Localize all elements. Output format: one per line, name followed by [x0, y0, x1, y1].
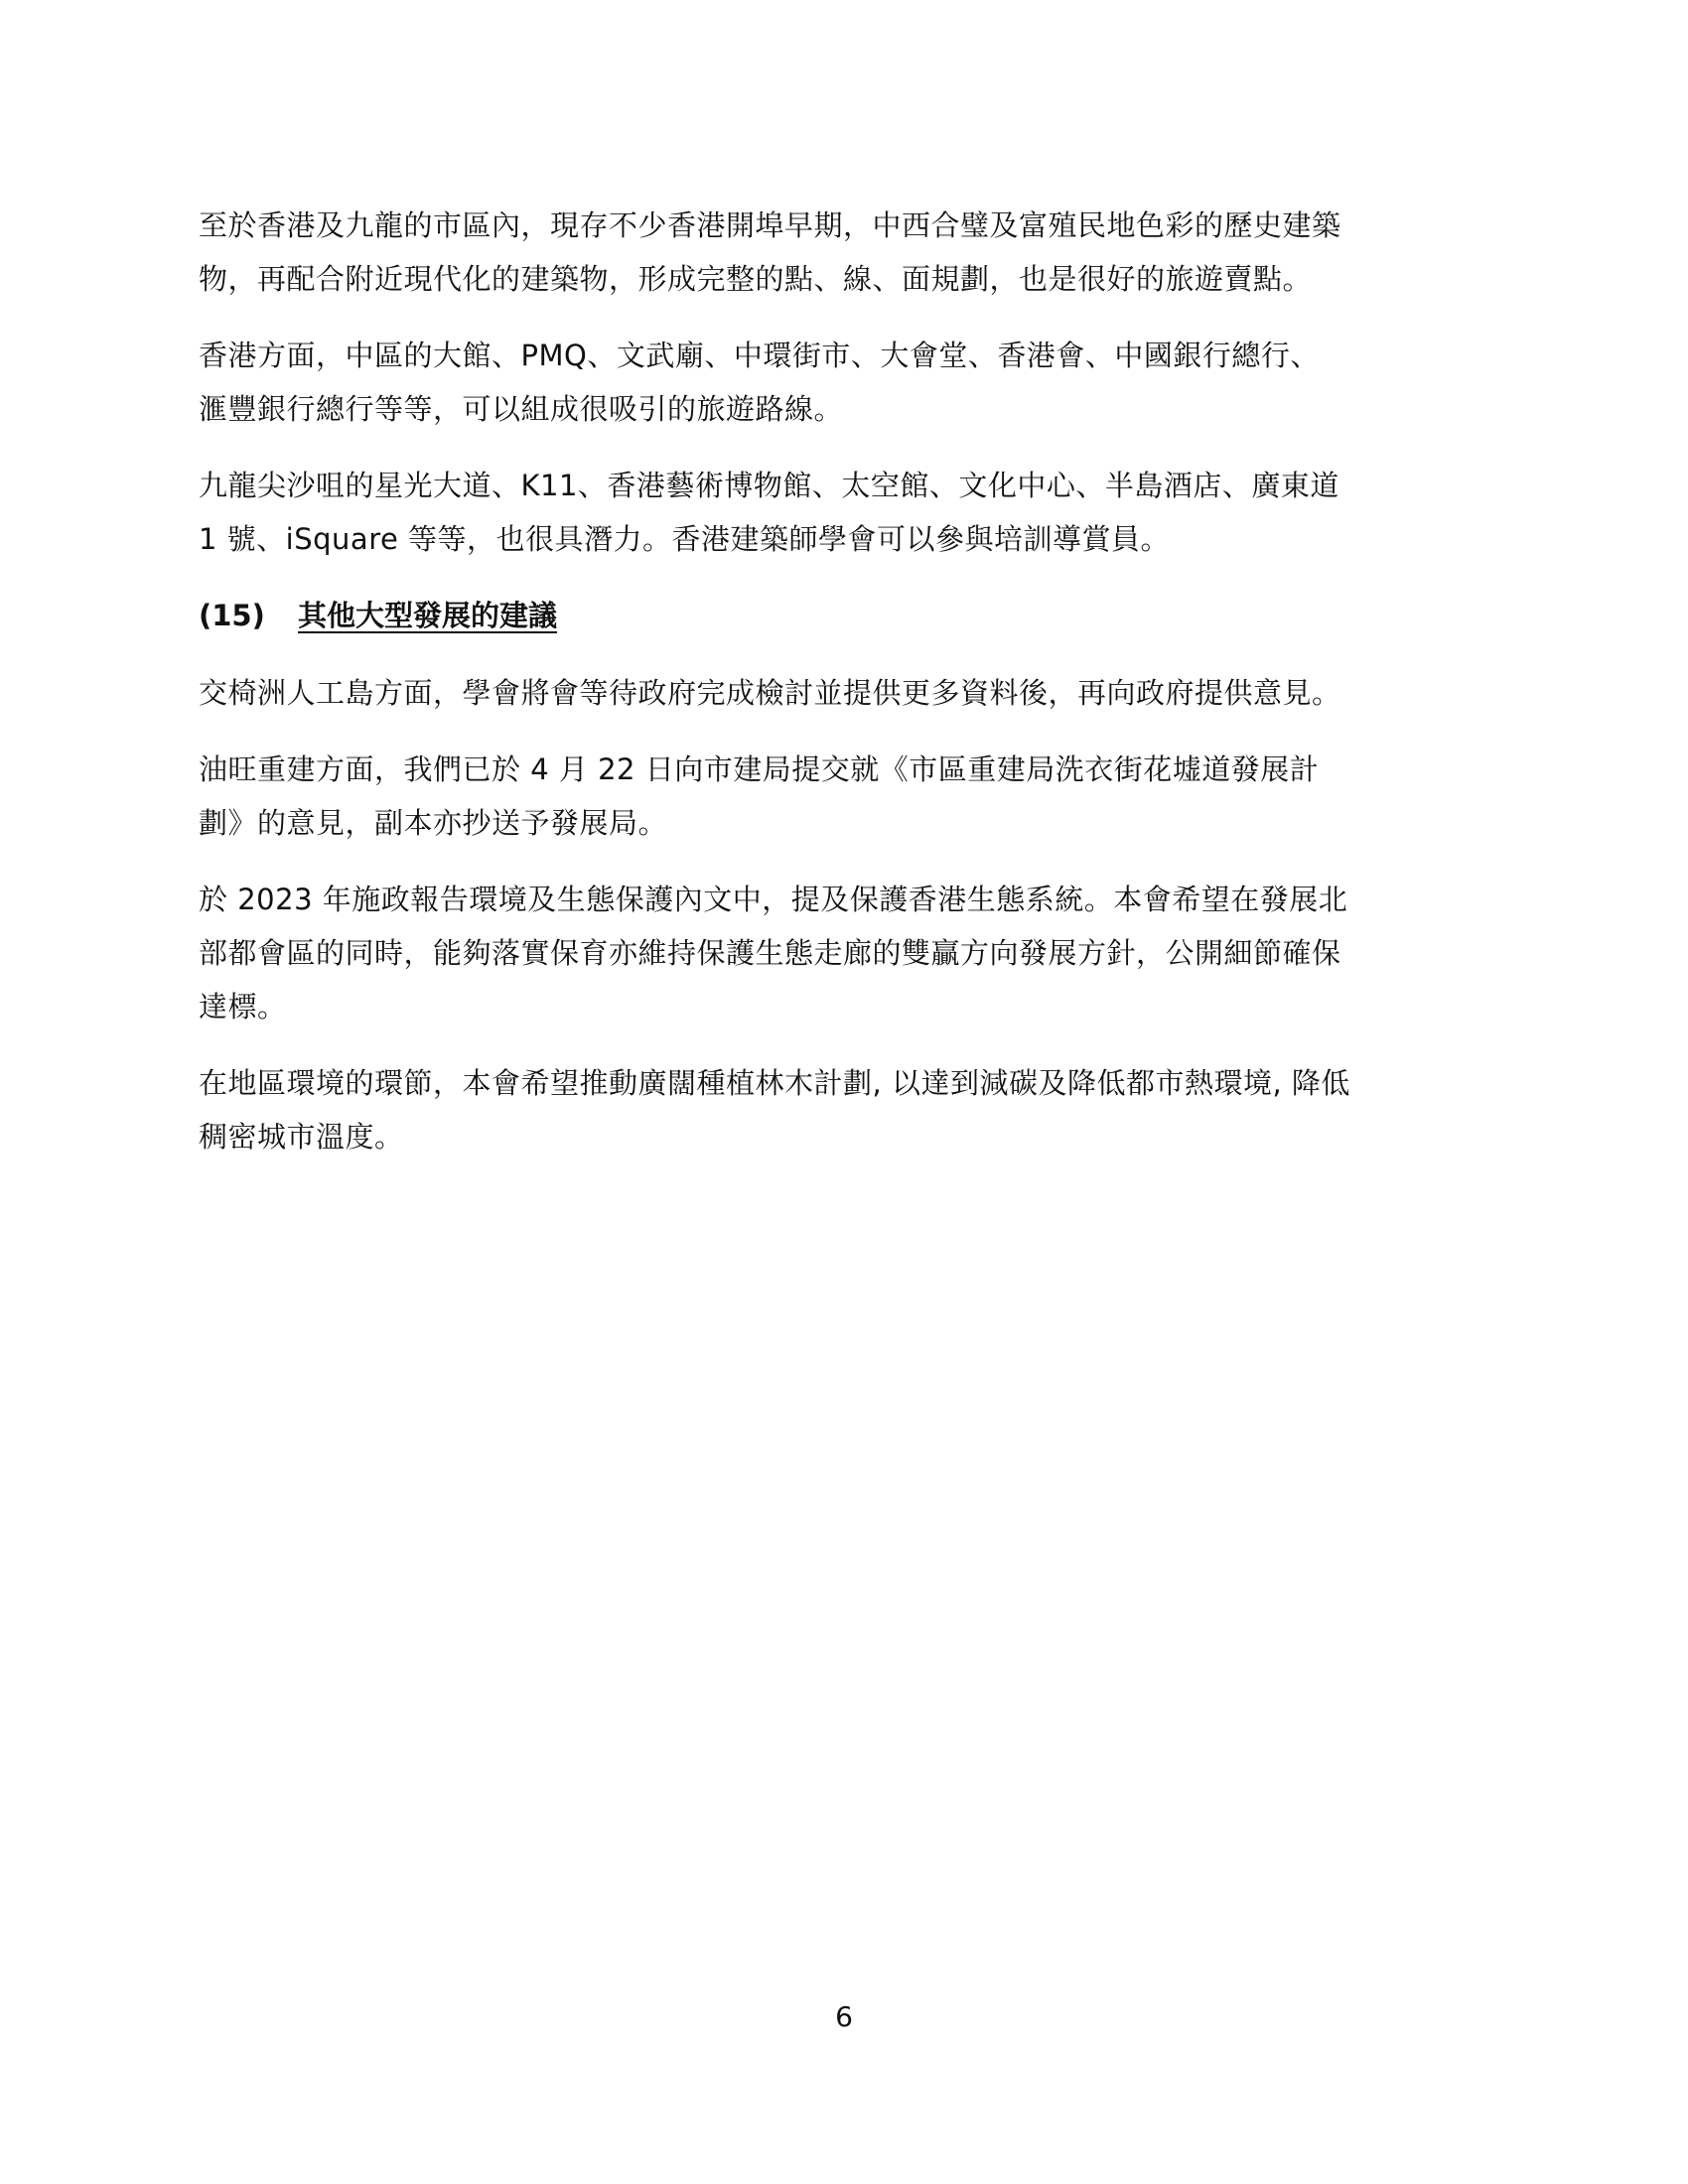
- paragraph-district-environment: [199, 1056, 1489, 1163]
- text-line: 油旺重建方面，我們已於 4 月 22 日向市建局提交就《市區重建局洗衣街花墟道發展計: [199, 752, 1320, 786]
- section-title: 其他大型發展的建議: [298, 599, 558, 632]
- paragraph-hong-kong-route: [199, 329, 1489, 436]
- text-line: 香港方面，中區的大館、PMQ、文武廟、中環街市、大會堂、香港會、中國銀行總行、: [199, 339, 1320, 372]
- text-line: 於 2023 年施政報告環境及生態保護內文中，提及保護香港生態系統。本會希望在發展北: [199, 883, 1348, 916]
- text-line: 至於香港及九龍的市區內，現存不少香港開埠早期，中西合璧及富殖民地色彩的歷史建築: [199, 208, 1341, 242]
- text-line: 達標。: [199, 990, 287, 1024]
- paragraph-kowloon-route: [199, 459, 1489, 566]
- text-line: 滙豐銀行總行等等，可以組成很吸引的旅遊路線。: [199, 392, 844, 426]
- text-line: 物，再配合附近現代化的建築物，形成完整的點、線、面規劃，也是很好的旅遊賣點。: [199, 262, 1313, 296]
- section-heading: [199, 589, 1489, 642]
- text-line: 部都會區的同時，能夠落實保育亦維持保護生態走廊的雙贏方向發展方針，公開細節確保: [199, 936, 1341, 970]
- text-line: 劃》的意見，副本亦抄送予發展局。: [199, 806, 668, 840]
- paragraph-policy-address-ecology: [199, 873, 1489, 1033]
- text-line: 稠密城市溫度。: [199, 1120, 404, 1154]
- page-number: 6: [835, 2000, 853, 2033]
- text-line: 在地區環境的環節，本會希望推動廣闊種植林木計劃, 以達到減碳及降低都市熱環境, 降低: [199, 1066, 1350, 1100]
- paragraph-urban-heritage: [199, 199, 1489, 306]
- text-line: 交椅洲人工島方面，學會將會等待政府完成檢討並提供更多資料後，再向政府提供意見。: [199, 676, 1341, 710]
- paragraph-artificial-island: [199, 666, 1489, 720]
- text-line: 九龍尖沙咀的星光大道、K11、香港藝術博物館、太空館、文化中心、半島酒店、廣東道: [199, 469, 1339, 502]
- document-body: [199, 199, 1489, 1186]
- section-number: (15): [199, 599, 265, 632]
- paragraph-yau-mong-redevelopment: [199, 743, 1489, 850]
- text-line: 1 號、iSquare 等等，也很具潛力。香港建築師學會可以參與培訓導賞員。: [199, 522, 1171, 556]
